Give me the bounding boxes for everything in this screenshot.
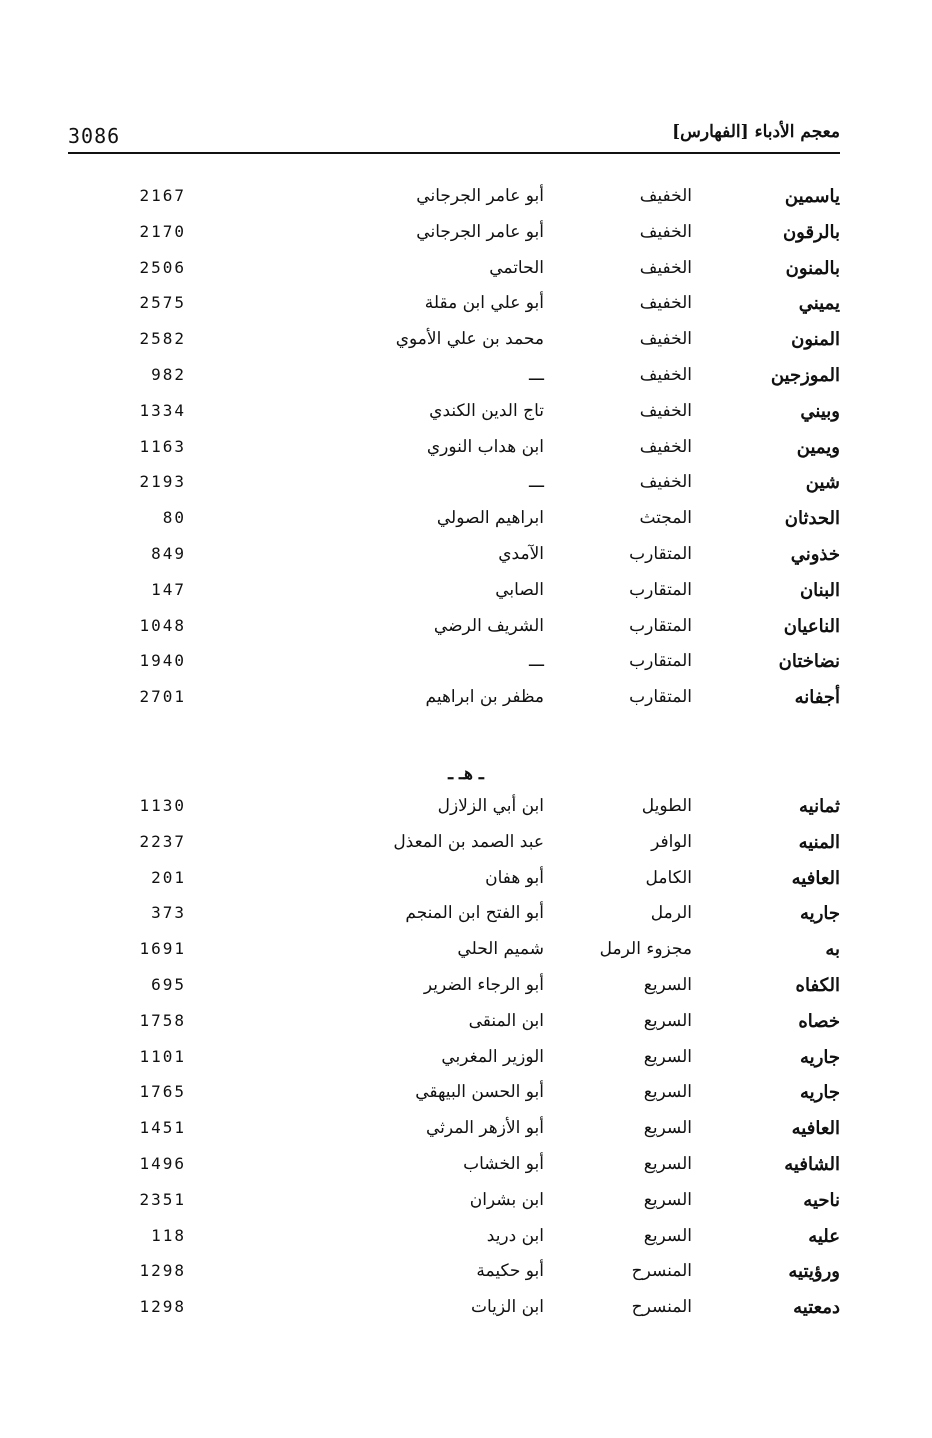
meter-name: السريع	[643, 1189, 692, 1210]
page-ref: 2506	[139, 257, 186, 277]
meter-name: الرمل	[650, 903, 692, 924]
rhyme-word: ناحيه	[803, 1189, 840, 1211]
index-row	[0, 939, 932, 975]
index-row	[0, 903, 932, 939]
page-ref: 373	[151, 903, 186, 923]
index-row	[0, 1190, 932, 1226]
poet-name: تاج الدين الكندي	[429, 400, 544, 421]
poet-name: أبو الفتح ابن المنجم	[405, 903, 544, 924]
meter-name: الخفيف	[639, 221, 692, 242]
index-row	[0, 401, 932, 437]
meter-name: المجتث	[639, 508, 692, 529]
meter-name: الخفيف	[639, 186, 692, 206]
rhyme-word: جاريه	[800, 903, 840, 925]
meter-name: السريع	[643, 1153, 692, 1174]
poet-name: أبو الخشاب	[463, 1153, 544, 1174]
rhyme-word: يميني	[798, 293, 840, 315]
meter-name: الخفيف	[639, 436, 692, 457]
meter-name: المتقارب	[629, 687, 692, 708]
meter-name: السريع	[643, 1082, 692, 1103]
page-number: 3086	[68, 124, 121, 148]
meter-name: الخفيف	[639, 400, 692, 421]
index-row	[0, 186, 932, 222]
page-ref: 1758	[139, 1010, 186, 1030]
poet-name: الشريف الرضي	[433, 615, 544, 636]
rhyme-word: جاريه	[800, 1046, 840, 1068]
rhyme-word: ويمين	[796, 436, 840, 458]
page-ref: 1940	[139, 651, 186, 671]
index-row	[0, 1261, 932, 1297]
poet-name: ابن أبي الزلازل	[437, 796, 544, 816]
poet-name: ابن هداب النوري	[426, 436, 544, 457]
rhyme-word: الموزجين	[770, 364, 840, 386]
rhyme-word: العافيه	[791, 867, 840, 889]
page-ref: 2351	[139, 1189, 186, 1209]
index-row	[0, 687, 932, 723]
meter-name: الخفيف	[639, 364, 692, 385]
page-ref: 1334	[139, 400, 186, 420]
poet-name: ابن بشران	[469, 1189, 544, 1210]
index-row	[0, 508, 932, 544]
index-row	[0, 1297, 932, 1333]
rhyme-word: أجفانه	[794, 687, 840, 709]
meter-name: المنسرح	[631, 1297, 692, 1318]
poet-name: ابن دريد	[486, 1225, 544, 1246]
meter-name: المتقارب	[629, 579, 692, 600]
page-ref: 1451	[139, 1118, 186, 1138]
poet-name: أبو الرجاء الضرير	[423, 974, 544, 995]
meter-name: الخفيف	[639, 329, 692, 350]
rhyme-word: الحدثان	[784, 508, 840, 530]
rhyme-word: عليه	[808, 1225, 840, 1247]
meter-name: الخفيف	[639, 472, 692, 493]
index-row	[0, 1154, 932, 1190]
poet-name: عبد الصمد بن المعذل	[393, 831, 544, 852]
index-table-nun	[0, 186, 932, 723]
page-ref: 2575	[139, 293, 186, 313]
meter-name: المنسرح	[631, 1261, 692, 1282]
rhyme-word: نضاختان	[778, 651, 840, 673]
rhyme-word: خذوني	[790, 543, 840, 565]
poet-name: ـــ	[529, 364, 544, 385]
index-row	[0, 544, 932, 580]
section-heading: ـ هـ ـ	[448, 764, 484, 784]
page-ref: 1130	[139, 796, 186, 815]
poet-name: أبو الأزهر المرثي	[425, 1118, 544, 1139]
poet-name: الآمدي	[498, 543, 544, 564]
page-ref: 2701	[139, 687, 186, 707]
rhyme-word: بالرقون	[782, 221, 840, 243]
rhyme-word: شين	[805, 472, 840, 494]
rhyme-word: دمعتيه	[793, 1297, 840, 1319]
poet-name: ابن الزيات	[471, 1297, 544, 1318]
poet-name: ـــ	[529, 472, 544, 493]
meter-name: السريع	[643, 1225, 692, 1246]
meter-name: الكامل	[645, 867, 692, 888]
poet-name: الصابي	[495, 579, 544, 600]
meter-name: مجزوء الرمل	[599, 939, 692, 960]
header-rule	[68, 152, 840, 154]
rhyme-word: البنان	[799, 579, 840, 601]
page-ref: 1298	[139, 1297, 186, 1317]
rhyme-word: المنون	[791, 329, 840, 351]
page-ref: 1691	[139, 939, 186, 959]
meter-name: الوافر	[651, 831, 692, 852]
meter-name: الطويل	[641, 796, 692, 816]
poet-name: الوزير المغربي	[441, 1046, 544, 1067]
page-ref: 982	[151, 364, 186, 384]
index-row	[0, 975, 932, 1011]
meter-name: السريع	[643, 1010, 692, 1031]
meter-name: الخفيف	[639, 293, 692, 314]
index-row	[0, 796, 932, 832]
poet-name: أبو حكيمة	[476, 1261, 544, 1282]
rhyme-word: ياسمين	[784, 186, 840, 207]
index-row	[0, 472, 932, 508]
meter-name: السريع	[643, 1118, 692, 1139]
index-row	[0, 1082, 932, 1118]
index-table-ha	[0, 796, 932, 1333]
page-ref: 2582	[139, 329, 186, 349]
rhyme-word: بالمنون	[785, 257, 840, 279]
poet-name: أبو عامر الجرجاني	[416, 186, 544, 206]
index-row	[0, 616, 932, 652]
index-row	[0, 1226, 932, 1262]
rhyme-word: ثمانيه	[799, 796, 840, 817]
index-row	[0, 832, 932, 868]
page-ref: 1101	[139, 1046, 186, 1066]
index-row	[0, 1047, 932, 1083]
page-ref: 849	[151, 543, 186, 563]
index-row	[0, 580, 932, 616]
meter-name: الخفيف	[639, 257, 692, 278]
rhyme-word: ورؤيتيه	[788, 1261, 840, 1283]
index-row	[0, 258, 932, 294]
meter-name: المتقارب	[629, 615, 692, 636]
rhyme-word: الكفاه	[795, 974, 840, 996]
index-row	[0, 365, 932, 401]
index-row	[0, 651, 932, 687]
poet-name: الحاتمي	[489, 257, 544, 278]
page-ref: 201	[151, 867, 186, 887]
poet-name: أبو عامر الجرجاني	[416, 221, 544, 242]
meter-name: المتقارب	[629, 543, 692, 564]
poet-name: ابن المنقى	[468, 1010, 544, 1031]
poet-name: شميم الحلي	[457, 939, 544, 960]
page-ref: 2167	[139, 186, 186, 205]
index-row	[0, 222, 932, 258]
page-header	[68, 120, 840, 152]
poet-name: مظفر بن ابراهيم	[425, 687, 544, 708]
poet-name: أبو علي ابن مقلة	[424, 293, 544, 314]
rhyme-word: خصاه	[798, 1010, 840, 1032]
page-ref: 2193	[139, 472, 186, 492]
index-row	[0, 293, 932, 329]
index-row	[0, 868, 932, 904]
poet-name: أبو هفان	[485, 867, 544, 888]
page-ref: 2170	[139, 221, 186, 241]
rhyme-word: الناعيان	[783, 615, 840, 637]
rhyme-word: الشافيه	[784, 1153, 840, 1175]
poet-name: ابراهيم الصولي	[436, 508, 544, 529]
page-ref: 1163	[139, 436, 186, 456]
page-ref: 118	[151, 1225, 186, 1245]
index-row	[0, 1118, 932, 1154]
index-row	[0, 329, 932, 365]
page-ref: 695	[151, 974, 186, 994]
poet-name: ـــ	[529, 651, 544, 672]
page-ref: 1765	[139, 1082, 186, 1102]
page-ref: 147	[151, 579, 186, 599]
page-ref: 1496	[139, 1153, 186, 1173]
poet-name: محمد بن علي الأموي	[395, 329, 544, 350]
poet-name: أبو الحسن البيهقي	[415, 1082, 544, 1103]
rhyme-word: به	[825, 939, 840, 961]
index-row	[0, 1011, 932, 1047]
rhyme-word: جاريه	[800, 1082, 840, 1104]
meter-name: السريع	[643, 1046, 692, 1067]
running-title: معجم الأدباء [الفهارس]	[672, 122, 840, 142]
page-ref: 80	[162, 508, 186, 528]
rhyme-word: العافيه	[791, 1118, 840, 1140]
meter-name: السريع	[643, 974, 692, 995]
page-ref: 2237	[139, 831, 186, 851]
rhyme-word: المنيه	[798, 831, 840, 853]
index-row	[0, 437, 932, 473]
rhyme-word: وبيني	[800, 400, 840, 422]
meter-name: المتقارب	[629, 651, 692, 672]
page-ref: 1298	[139, 1261, 186, 1281]
page-ref: 1048	[139, 615, 186, 635]
